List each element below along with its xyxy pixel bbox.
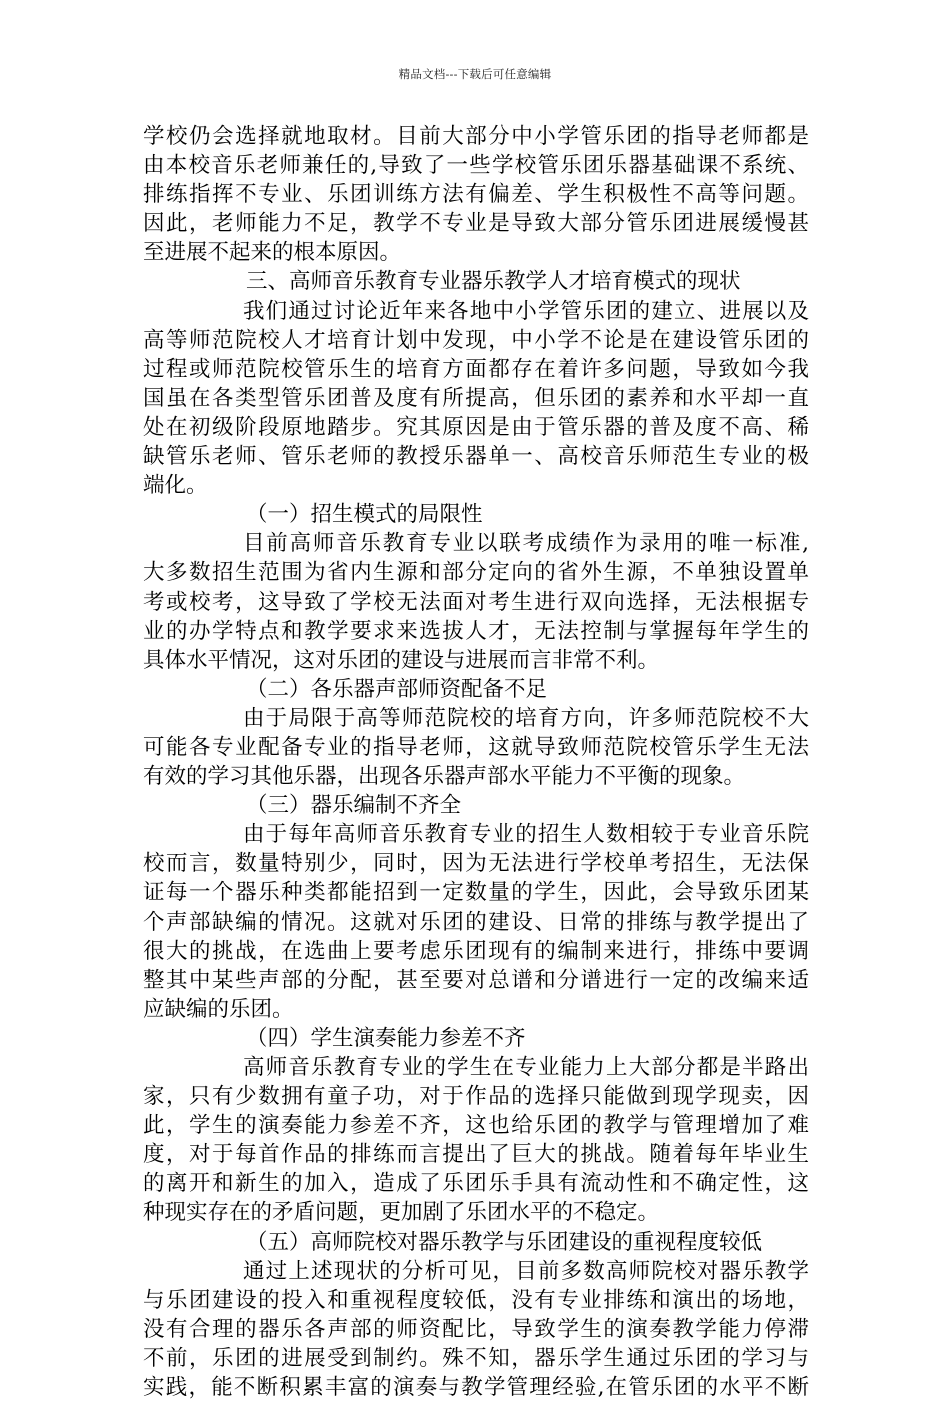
paragraph-line: 与乐团建设的投入和重视程度较低，没有专业排练和演出的场地， xyxy=(143,1287,809,1313)
paragraph-first-line: 由于每年高师音乐教育专业的招生人数相较于专业音乐院 xyxy=(243,822,809,848)
paragraph-line: 整其中某些声部的分配，甚至要对总谱和分谱进行一定的改编来适 xyxy=(143,967,809,993)
paragraph-first-line: 目前高师音乐教育专业以联考成绩作为录用的唯一标准, xyxy=(243,531,809,557)
paragraph-line: 度，对于每首作品的排练而言提出了巨大的挑战。随着每年毕业生 xyxy=(143,1142,809,1168)
section-heading: （四）学生演奏能力参差不齐 xyxy=(246,1025,526,1051)
paragraph-line: 国虽在各类型管乐团普及度有所提高，但乐团的素养和水平却一直 xyxy=(143,385,809,411)
section-heading: （三）器乐编制不齐全 xyxy=(246,793,462,819)
paragraph-line: 业的办学特点和教学要求来选拔人才，无法控制与掌握每年学生的 xyxy=(143,618,809,644)
paragraph-line: 的离开和新生的加入，造成了乐团乐手具有流动性和不确定性，这 xyxy=(143,1171,809,1197)
paragraph-line: 种现实存在的矛盾问题，更加剧了乐团水平的不稳定。 xyxy=(143,1200,660,1226)
section-heading: 三、高师音乐教育专业器乐教学人才培育模式的现状 xyxy=(246,269,741,295)
section-heading: （五）高师院校对器乐教学与乐团建设的重视程度较低 xyxy=(246,1229,763,1255)
paragraph-line: 过程或师范院校管乐生的培育方面都存在着许多问题，导致如今我 xyxy=(143,356,809,382)
paragraph-line: 端化。 xyxy=(143,473,208,499)
paragraph-line: 很大的挑战，在选曲上要考虑乐团现有的编制来进行，排练中要调 xyxy=(143,938,809,964)
body-text xyxy=(143,122,809,1402)
paragraph-line: 至进展不起来的根本原因。 xyxy=(143,240,402,266)
paragraph-line: 排练指挥不专业、乐团训练方法有偏差、学生积极性不高等问题。 xyxy=(143,182,809,208)
page-header: 精品文档---下载后可任意编辑 xyxy=(398,67,552,81)
paragraph-line: 不前，乐团的进展受到制约。殊不知，器乐学生通过乐团的学习与 xyxy=(143,1345,809,1371)
paragraph-line: 证每一个器乐种类都能招到一定数量的学生，因此，会导致乐团某 xyxy=(143,880,809,906)
section-heading: （一）招生模式的局限性 xyxy=(246,502,483,528)
paragraph-line: 可能各专业配备专业的指导老师，这就导致师范院校管乐学生无法 xyxy=(143,734,809,760)
paragraph-line: 应缺编的乐团。 xyxy=(143,996,294,1022)
paragraph-line: 大多数招生范围为省内生源和部分定向的省外生源，不单独设置单 xyxy=(143,560,809,586)
paragraph-first-line: 高师音乐教育专业的学生在专业能力上大部分都是半路出 xyxy=(243,1055,809,1080)
paragraph-line: 具体水平情况，这对乐团的建设与进展而言非常不利。 xyxy=(143,647,660,673)
paragraph-line: 校而言，数量特别少，同时，因为无法进行学校单考招生，无法保 xyxy=(143,851,809,877)
paragraph-line: 家，只有少数拥有童子功，对于作品的选择只能做到现学现卖，因 xyxy=(143,1084,809,1110)
paragraph-first-line: 我们通过讨论近年来各地中小学管乐团的建立、进展以及 xyxy=(243,298,809,324)
paragraph-line: 没有合理的器乐各声部的师资配比，导致学生的演奏教学能力停滞 xyxy=(143,1316,809,1342)
paragraph-first-line: 由于局限于高等师范院校的培育方向，许多师范院校不大 xyxy=(243,705,809,731)
paragraph-line: 个声部缺编的情况。这就对乐团的建设、日常的排练与教学提出了 xyxy=(143,909,809,935)
paragraph-line: 处在初级阶段原地踏步。究其原因是由于管乐器的普及度不高、稀 xyxy=(143,414,809,440)
paragraph-line: 实践，能不断积累丰富的演奏与教学管理经验,在管乐团的水平不断 xyxy=(143,1375,809,1401)
paragraph-line: 高等师范院校人才培育计划中发现，中小学不论是在建设管乐团的 xyxy=(143,327,809,353)
paragraph-line: 学校仍会选择就地取材。目前大部分中小学管乐团的指导老师都是 xyxy=(143,124,809,149)
section-heading: （二）各乐器声部师资配备不足 xyxy=(246,676,548,702)
paragraph-line: 由本校音乐老师兼任的,导致了一些学校管乐团乐器基础课不系统、 xyxy=(143,153,809,179)
paragraph-line: 有效的学习其他乐器，出现各乐器声部水平能力不平衡的现象。 xyxy=(143,764,746,790)
paragraph-line: 因此，老师能力不足，教学不专业是导致大部分管乐团进展缓慢甚 xyxy=(143,211,809,237)
paragraph-line: 缺管乐老师、管乐老师的教授乐器单一、高校音乐师范生专业的极 xyxy=(143,444,809,470)
paragraph-first-line: 通过上述现状的分析可见，目前多数高师院校对器乐教学 xyxy=(243,1258,809,1284)
paragraph-line: 考或校考，这导致了学校无法面对考生进行双向选择，无法根据专 xyxy=(143,589,809,615)
paragraph-line: 此，学生的演奏能力参差不齐，这也给乐团的教学与管理增加了难 xyxy=(143,1113,809,1139)
